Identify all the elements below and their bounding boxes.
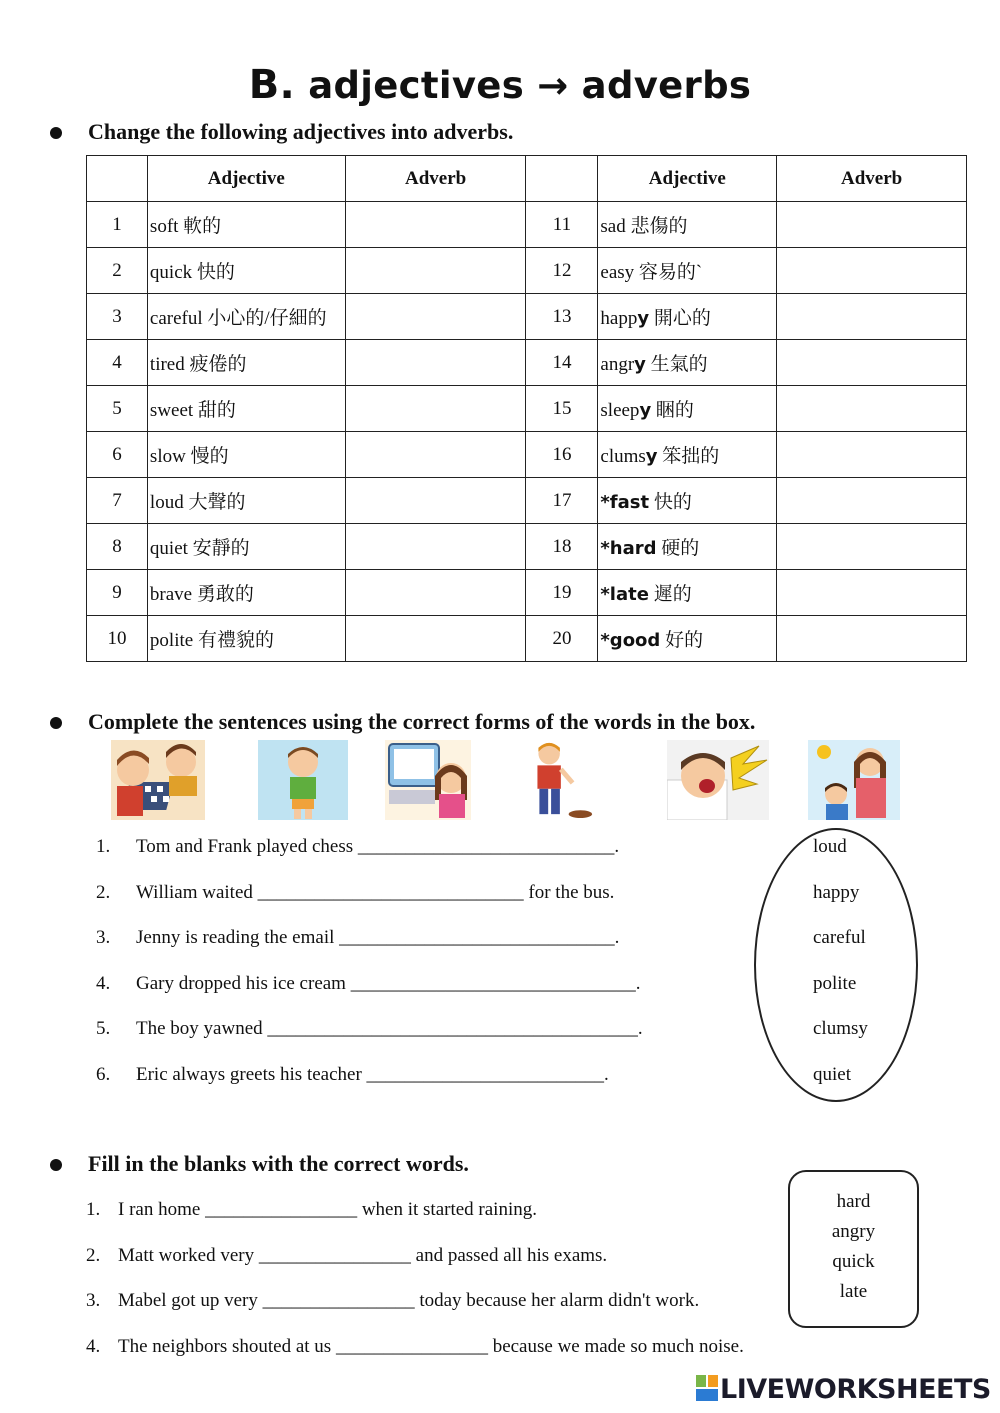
answer-blank[interactable]: ________________ (258, 1244, 411, 1266)
title-text: adjectives → adverbs (308, 64, 752, 107)
adverb-answer-cell[interactable] (777, 432, 967, 478)
boy-waiting-illustration (258, 740, 348, 820)
item-number: 3 (87, 294, 148, 340)
sentence-item (86, 1199, 537, 1221)
sentence-number: 2. (96, 881, 111, 903)
adverb-answer-cell[interactable] (345, 570, 526, 616)
item-number: 11 (526, 202, 598, 248)
sentence-text: I ran home (118, 1199, 201, 1220)
adjective-meaning: 快的 (649, 492, 692, 513)
adverb-answer-cell[interactable] (345, 202, 526, 248)
boy-dropped-icecream-illustration (515, 740, 595, 820)
answer-blank[interactable]: ________________ (262, 1290, 415, 1311)
sentence-end: . (637, 1018, 643, 1039)
adjective-stem: easy (600, 262, 635, 283)
bullet-icon (50, 717, 62, 729)
adjective-meaning: 開心的 (649, 308, 711, 329)
adverb-answer-cell[interactable] (345, 616, 526, 662)
word-option: careful (813, 927, 866, 948)
page-title (0, 62, 1000, 108)
sentence-number: 1. (96, 836, 111, 857)
adverb-answer-cell[interactable] (777, 478, 967, 524)
word-option: angry (831, 1221, 876, 1242)
adjective-cell (598, 202, 777, 248)
adjective-cell (598, 248, 777, 294)
sentence-number: 1. (86, 1199, 101, 1220)
adverb-answer-cell[interactable] (345, 294, 526, 340)
section3-heading: Fill in the blanks with the correct words. (88, 1151, 469, 1176)
section2-heading: Complete the sentences using the correct forms of the words in the box. (88, 709, 756, 734)
adjective-cell: loud 大聲的 (147, 478, 345, 524)
sentence-item (86, 1245, 607, 1267)
adjective-table (86, 155, 967, 662)
adjective-cell (598, 340, 777, 386)
item-number: 18 (526, 524, 598, 570)
word-option: quiet (813, 1063, 851, 1085)
man-yawning-illustration (667, 740, 769, 820)
item-number: 15 (526, 386, 598, 432)
adjective-cell: soft 軟的 (147, 202, 345, 248)
sentence-end: because we made so much noise. (487, 1335, 744, 1357)
adjective-highlight: *hard (600, 538, 657, 559)
sentence-item (96, 882, 614, 904)
table-row (87, 202, 967, 248)
adjective-cell (598, 386, 777, 432)
word-option: loud (813, 836, 847, 857)
adjective-meaning: 硬的 (656, 538, 700, 559)
header-adverb: Adverb (345, 156, 526, 202)
bullet-icon (50, 127, 62, 139)
adjective-stem: happ (600, 308, 638, 329)
adjective-highlight: y (634, 354, 646, 375)
sentence-text: Eric always greets his teacher (136, 1063, 362, 1085)
adverb-answer-cell[interactable] (777, 248, 967, 294)
adjective-cell: slow 慢的 (147, 432, 345, 478)
header-adverb: Adverb (777, 156, 967, 202)
girl-computer-illustration (385, 740, 471, 820)
adjective-cell: polite 有禮貌的 (147, 616, 345, 662)
answer-blank[interactable]: _____________________________ (339, 927, 615, 948)
item-number: 13 (526, 294, 598, 340)
adjective-highlight: y (639, 400, 652, 421)
adjective-highlight: *late (600, 584, 649, 605)
header-adjective: Adjective (598, 156, 777, 202)
liveworksheets-logo (696, 1374, 991, 1405)
adverb-answer-cell[interactable] (777, 570, 967, 616)
sentence-end: . (614, 836, 620, 857)
adjective-cell: quiet 安靜的 (147, 524, 345, 570)
sentence-text: William waited (136, 881, 253, 903)
answer-blank[interactable]: ________________ (205, 1199, 358, 1220)
adjective-meaning: 生氣的 (645, 354, 708, 375)
table-row (87, 478, 967, 524)
word-box-oval (754, 828, 918, 1102)
sentence-text: The boy yawned (136, 1018, 263, 1039)
item-number: 12 (526, 248, 598, 294)
adjective-cell (598, 524, 777, 570)
adjective-stem: clums (600, 446, 646, 467)
boy-greeting-teacher-illustration (808, 740, 900, 820)
adverb-answer-cell[interactable] (777, 294, 967, 340)
sentence-end: . (635, 972, 641, 994)
adjective-cell (598, 570, 777, 616)
word-option: happy (813, 881, 860, 903)
item-number: 6 (87, 432, 148, 478)
header-adjective: Adjective (147, 156, 345, 202)
adverb-answer-cell[interactable] (777, 616, 967, 662)
chess-players-illustration (111, 740, 205, 820)
sentence-number: 2. (86, 1244, 101, 1266)
adjective-stem: sad (600, 216, 626, 237)
word-option: clumsy (813, 1018, 868, 1039)
sentence-end: for the bus. (523, 881, 615, 903)
adverb-answer-cell[interactable] (777, 340, 967, 386)
sentence-end: today because her alarm didn't work. (414, 1290, 700, 1311)
adjective-meaning: 睏的 (651, 400, 694, 421)
item-number: 17 (526, 478, 598, 524)
word-option: late (839, 1281, 868, 1302)
section1-heading: Change the following adjectives into adverbs. (88, 119, 514, 144)
adjective-stem: angr (600, 354, 635, 375)
sentence-item (96, 927, 619, 949)
adverb-answer-cell[interactable] (345, 248, 526, 294)
sentence-number: 5. (96, 1018, 111, 1039)
sentence-item (86, 1290, 699, 1312)
sentence-item (96, 836, 619, 858)
adjective-cell: sweet 甜的 (147, 386, 345, 432)
item-number: 7 (87, 478, 148, 524)
adjective-cell: tired 疲倦的 (147, 340, 345, 386)
sentence-number: 6. (96, 1063, 111, 1085)
adjective-meaning: 容易的` (634, 262, 703, 283)
sentence-item (96, 1064, 609, 1086)
adjective-cell: quick 快的 (147, 248, 345, 294)
adjective-cell: brave 勇敢的 (147, 570, 345, 616)
item-number: 16 (526, 432, 598, 478)
sentence-end: . (604, 1063, 609, 1085)
adverb-answer-cell[interactable] (345, 386, 526, 432)
sentence-number: 3. (96, 927, 111, 948)
bullet-icon (50, 1159, 62, 1171)
sentence-text: The neighbors shouted at us (118, 1335, 332, 1357)
adverb-answer-cell[interactable] (345, 340, 526, 386)
answer-blank[interactable]: _______________________________________ (267, 1018, 638, 1039)
header-num (87, 156, 148, 202)
adjective-highlight: *good (600, 630, 661, 651)
sentence-text: Matt worked very (118, 1244, 255, 1266)
adverb-answer-cell[interactable] (777, 202, 967, 248)
sentence-item (96, 1018, 643, 1040)
sentence-text: Mabel got up very (118, 1290, 258, 1311)
adjective-cell (598, 478, 777, 524)
table-row (87, 294, 967, 340)
adjective-stem: sleep (600, 400, 640, 421)
item-number: 4 (87, 340, 148, 386)
sentence-item (96, 973, 640, 995)
table-row (87, 248, 967, 294)
item-number: 8 (87, 524, 148, 570)
table-row (87, 386, 967, 432)
table-row (87, 524, 967, 570)
table-header-row (87, 156, 967, 202)
answer-blank[interactable]: _________________________ (366, 1063, 605, 1085)
item-number: 10 (87, 616, 148, 662)
logo-text: LIVEWORKSHEETS (720, 1374, 991, 1405)
liveworksheets-logo-icon (696, 1375, 720, 1401)
adjective-meaning: 笨拙的 (657, 446, 720, 467)
adjective-meaning: 悲傷的 (625, 216, 688, 237)
table-row (87, 570, 967, 616)
adjective-highlight: *fast (600, 492, 650, 513)
answer-blank[interactable]: ________________ (335, 1335, 488, 1357)
adjective-meaning: 好的 (660, 630, 704, 651)
item-number: 19 (526, 570, 598, 616)
word-option: quick (832, 1251, 875, 1272)
adjective-cell (598, 616, 777, 662)
adverb-answer-cell[interactable] (345, 478, 526, 524)
adverb-answer-cell[interactable] (345, 432, 526, 478)
adjective-cell (598, 432, 777, 478)
answer-blank[interactable]: ______________________________ (350, 972, 636, 994)
adjective-meaning: 遲的 (648, 584, 692, 605)
sentence-item (86, 1336, 744, 1358)
item-number: 2 (87, 248, 148, 294)
answer-blank[interactable]: ____________________________ (257, 881, 524, 903)
item-number: 5 (87, 386, 148, 432)
adverb-answer-cell[interactable] (777, 386, 967, 432)
sentence-text: Jenny is reading the email (136, 927, 335, 948)
adjective-highlight: y (637, 308, 650, 329)
sentence-end: . (614, 927, 620, 948)
table-row (87, 340, 967, 386)
item-number: 1 (87, 202, 148, 248)
adjective-cell (598, 294, 777, 340)
sentence-number: 4. (86, 1335, 101, 1357)
item-number: 9 (87, 570, 148, 616)
word-option: polite (813, 972, 857, 994)
sentence-end: and passed all his exams. (410, 1244, 608, 1266)
answer-blank[interactable]: ___________________________ (357, 836, 615, 857)
word-option: hard (836, 1191, 871, 1212)
sentence-number: 3. (86, 1290, 101, 1311)
table-row (87, 616, 967, 662)
header-num (526, 156, 598, 202)
adverb-answer-cell[interactable] (345, 524, 526, 570)
sentence-number: 4. (96, 972, 111, 994)
title-mark: B. (248, 62, 296, 108)
sentence-end: when it started raining. (357, 1199, 537, 1220)
sentence-text: Tom and Frank played chess (136, 836, 354, 857)
sentence-text: Gary dropped his ice cream (136, 972, 346, 994)
item-number: 14 (526, 340, 598, 386)
adverb-answer-cell[interactable] (777, 524, 967, 570)
adjective-highlight: y (645, 446, 658, 467)
table-row (87, 432, 967, 478)
adjective-cell: careful 小心的/仔細的 (147, 294, 345, 340)
item-number: 20 (526, 616, 598, 662)
